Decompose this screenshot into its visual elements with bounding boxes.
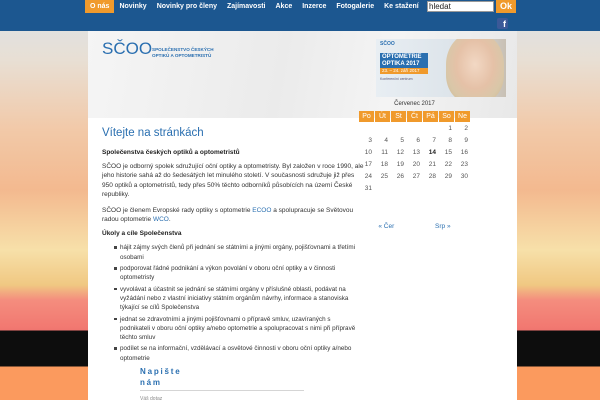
main-content [102, 127, 366, 365]
goals-title: Úkoly a cíle Společenstva [102, 230, 182, 238]
banner-brand: SČOO [380, 41, 395, 47]
goal-item: vyvolávat a účastnit se jednání se státními orgány v příslušné oblasti, podávat na vyžádání nebo z vlastní iniciativy státním orgánům návrhy, informace a stanoviska týkající se cílů Společenstva [120, 285, 360, 313]
write-us-line-1: Napište [140, 367, 182, 376]
calendar-day: 13 [412, 149, 420, 156]
calendar-day: 30 [460, 173, 468, 180]
write-us-line-2: nám [140, 378, 162, 387]
calendar-week [359, 159, 470, 170]
calendar-day: 9 [464, 137, 468, 144]
calendar-weekdays [359, 111, 470, 122]
intro-paragraph: SČOO je odborný spolek sdružující oční optiky a optometristy. Byl založen v roce 1990, ale jeho historie sahá až do šedesátých let minulého století. V současnosti sdružuje již přes 950 optiků a optometristů, tedy přes 50% těchto odborníků působících na území České republiky. [102, 163, 364, 199]
facebook-icon[interactable]: f [497, 18, 508, 29]
calendar-week [359, 147, 470, 158]
calendar [358, 98, 471, 230]
banner-date: 23. – 24. září 2017 [380, 68, 428, 74]
calendar-body [359, 123, 470, 194]
calendar-empty-cell [359, 123, 374, 134]
calendar-empty-cell [375, 183, 390, 194]
section-subtitle: Společenstva českých optiků a optometristů [102, 149, 240, 156]
calendar-day: 18 [380, 161, 388, 168]
write-us-heading [140, 366, 182, 388]
calendar-caption: Červenec 2017 [394, 101, 435, 107]
calendar-table [358, 110, 471, 195]
calendar-day: 10 [364, 149, 372, 156]
calendar-day: 19 [396, 161, 404, 168]
ecoo-link[interactable]: ECOO [252, 206, 272, 214]
calendar-empty-cell [391, 183, 406, 194]
calendar-day: 4 [384, 137, 388, 144]
main-nav [85, 0, 471, 13]
calendar-weekday: Pá [423, 111, 438, 122]
calendar-day: 2 [464, 125, 468, 132]
membership-paragraph [102, 206, 366, 225]
search-input[interactable] [427, 1, 494, 12]
nav-item-0[interactable]: O nás [85, 0, 114, 13]
calendar-day: 21 [428, 161, 436, 168]
calendar-empty-cell [439, 183, 454, 194]
banner-venue: Konferenční centrum [380, 77, 413, 81]
calendar-day: 27 [412, 173, 420, 180]
calendar-week [359, 123, 470, 134]
calendar-empty-cell [407, 123, 422, 134]
calendar-day: 29 [444, 173, 452, 180]
calendar-day: 8 [448, 137, 452, 144]
write-us-field-label: Váš dotaz [140, 396, 163, 400]
logo-text: SČOO [102, 39, 153, 58]
banner-title [380, 53, 428, 68]
wco-link[interactable]: WCO [152, 216, 169, 224]
calendar-day: 24 [364, 173, 372, 180]
calendar-empty-cell [423, 123, 438, 134]
logo-subtitle-line-2: OPTIKŮ A OPTOMETRISTŮ [152, 52, 212, 58]
calendar-day: 5 [400, 137, 404, 144]
nav-item-3[interactable]: Zajímavosti [226, 3, 266, 10]
calendar-week [359, 171, 470, 182]
membership-text-1: SČOO je členem Evropské rady optiky s optometrie [102, 206, 253, 214]
goal-item: jednat se zdravotními a jinými pojišťovnami o přípravě smluv, uzavíraných s podnikateli v oboru oční optiky a/nebo optometrie a spolupracovat s nimi při přípravě těchto smluv [120, 315, 360, 343]
calendar-next-link[interactable]: Srp » [435, 223, 451, 230]
nav-item-6[interactable]: Fotogalerie [336, 3, 375, 10]
calendar-weekday: Út [375, 111, 390, 122]
nav-item-7[interactable]: Ke stažení [384, 3, 419, 10]
logo-subtitle [152, 47, 232, 58]
logo[interactable] [102, 39, 214, 59]
calendar-day: 28 [428, 173, 436, 180]
goal-item: podílet se na informační, vzdělávací a osvětové činnosti v oboru oční optiky a/nebo optometrie [120, 344, 360, 363]
calendar-empty-cell [455, 183, 470, 194]
calendar-prev-link[interactable]: « Čer [378, 223, 395, 230]
page-title: Vítejte na stránkách [102, 127, 204, 139]
calendar-day: 11 [381, 149, 388, 156]
calendar-day: 17 [364, 161, 372, 168]
top-bar [0, 0, 600, 31]
banner-title-line-1: OPTOMETRIE [382, 54, 422, 60]
goal-item: podporovat řádné podnikání a výkon povolání v oboru oční optiky a v činnosti optometristy [120, 264, 360, 283]
calendar-nav [358, 223, 471, 230]
search-button[interactable]: Ok [496, 0, 516, 13]
calendar-day: 16 [460, 149, 468, 156]
calendar-empty-cell [423, 183, 438, 194]
membership-text-3: . [168, 216, 171, 224]
calendar-day: 31 [364, 185, 372, 192]
calendar-weekday: So [439, 111, 454, 122]
calendar-empty-cell [407, 183, 422, 194]
event-banner[interactable] [376, 39, 506, 97]
calendar-day: 23 [460, 161, 468, 168]
calendar-day: 22 [444, 161, 452, 168]
calendar-day: 20 [412, 161, 420, 168]
calendar-day: 3 [368, 137, 372, 144]
calendar-weekday: Ne [455, 111, 470, 122]
banner-title-line-2: OPTIKA 2017 [382, 60, 420, 67]
calendar-day: 26 [396, 173, 404, 180]
calendar-empty-cell [375, 123, 390, 134]
logo-subtitle-line-1: SPOLEČENSTVO ČESKÝCH [152, 47, 214, 52]
calendar-empty-cell [391, 123, 406, 134]
nav-item-5[interactable]: Inzerce [302, 3, 327, 10]
calendar-day: 1 [448, 125, 452, 132]
calendar-day: 15 [444, 149, 452, 156]
page [88, 31, 517, 400]
goal-item: hájit zájmy svých členů při jednání se státními a jinými orgány, pojišťovnami a třetími osobami [120, 243, 360, 262]
calendar-week [359, 135, 470, 146]
divider [140, 390, 304, 391]
nav-item-1[interactable]: Novinky [119, 3, 147, 10]
calendar-weekday: Čt [407, 111, 422, 122]
goals-list [102, 243, 366, 363]
woman-photo [446, 39, 504, 97]
calendar-day: 25 [380, 173, 388, 180]
calendar-day: 12 [396, 149, 404, 156]
calendar-day: 14 [428, 149, 436, 156]
calendar-day: 7 [432, 137, 436, 144]
nav-item-2[interactable]: Novinky pro členy [156, 3, 217, 10]
nav-item-4[interactable]: Akce [275, 3, 293, 10]
calendar-day: 6 [416, 137, 420, 144]
calendar-weekday: St [391, 111, 406, 122]
calendar-week [359, 183, 470, 194]
calendar-weekday: Po [359, 111, 374, 122]
membership-text-2: a spolupracuje se Světovou radou optometrie [102, 206, 354, 224]
